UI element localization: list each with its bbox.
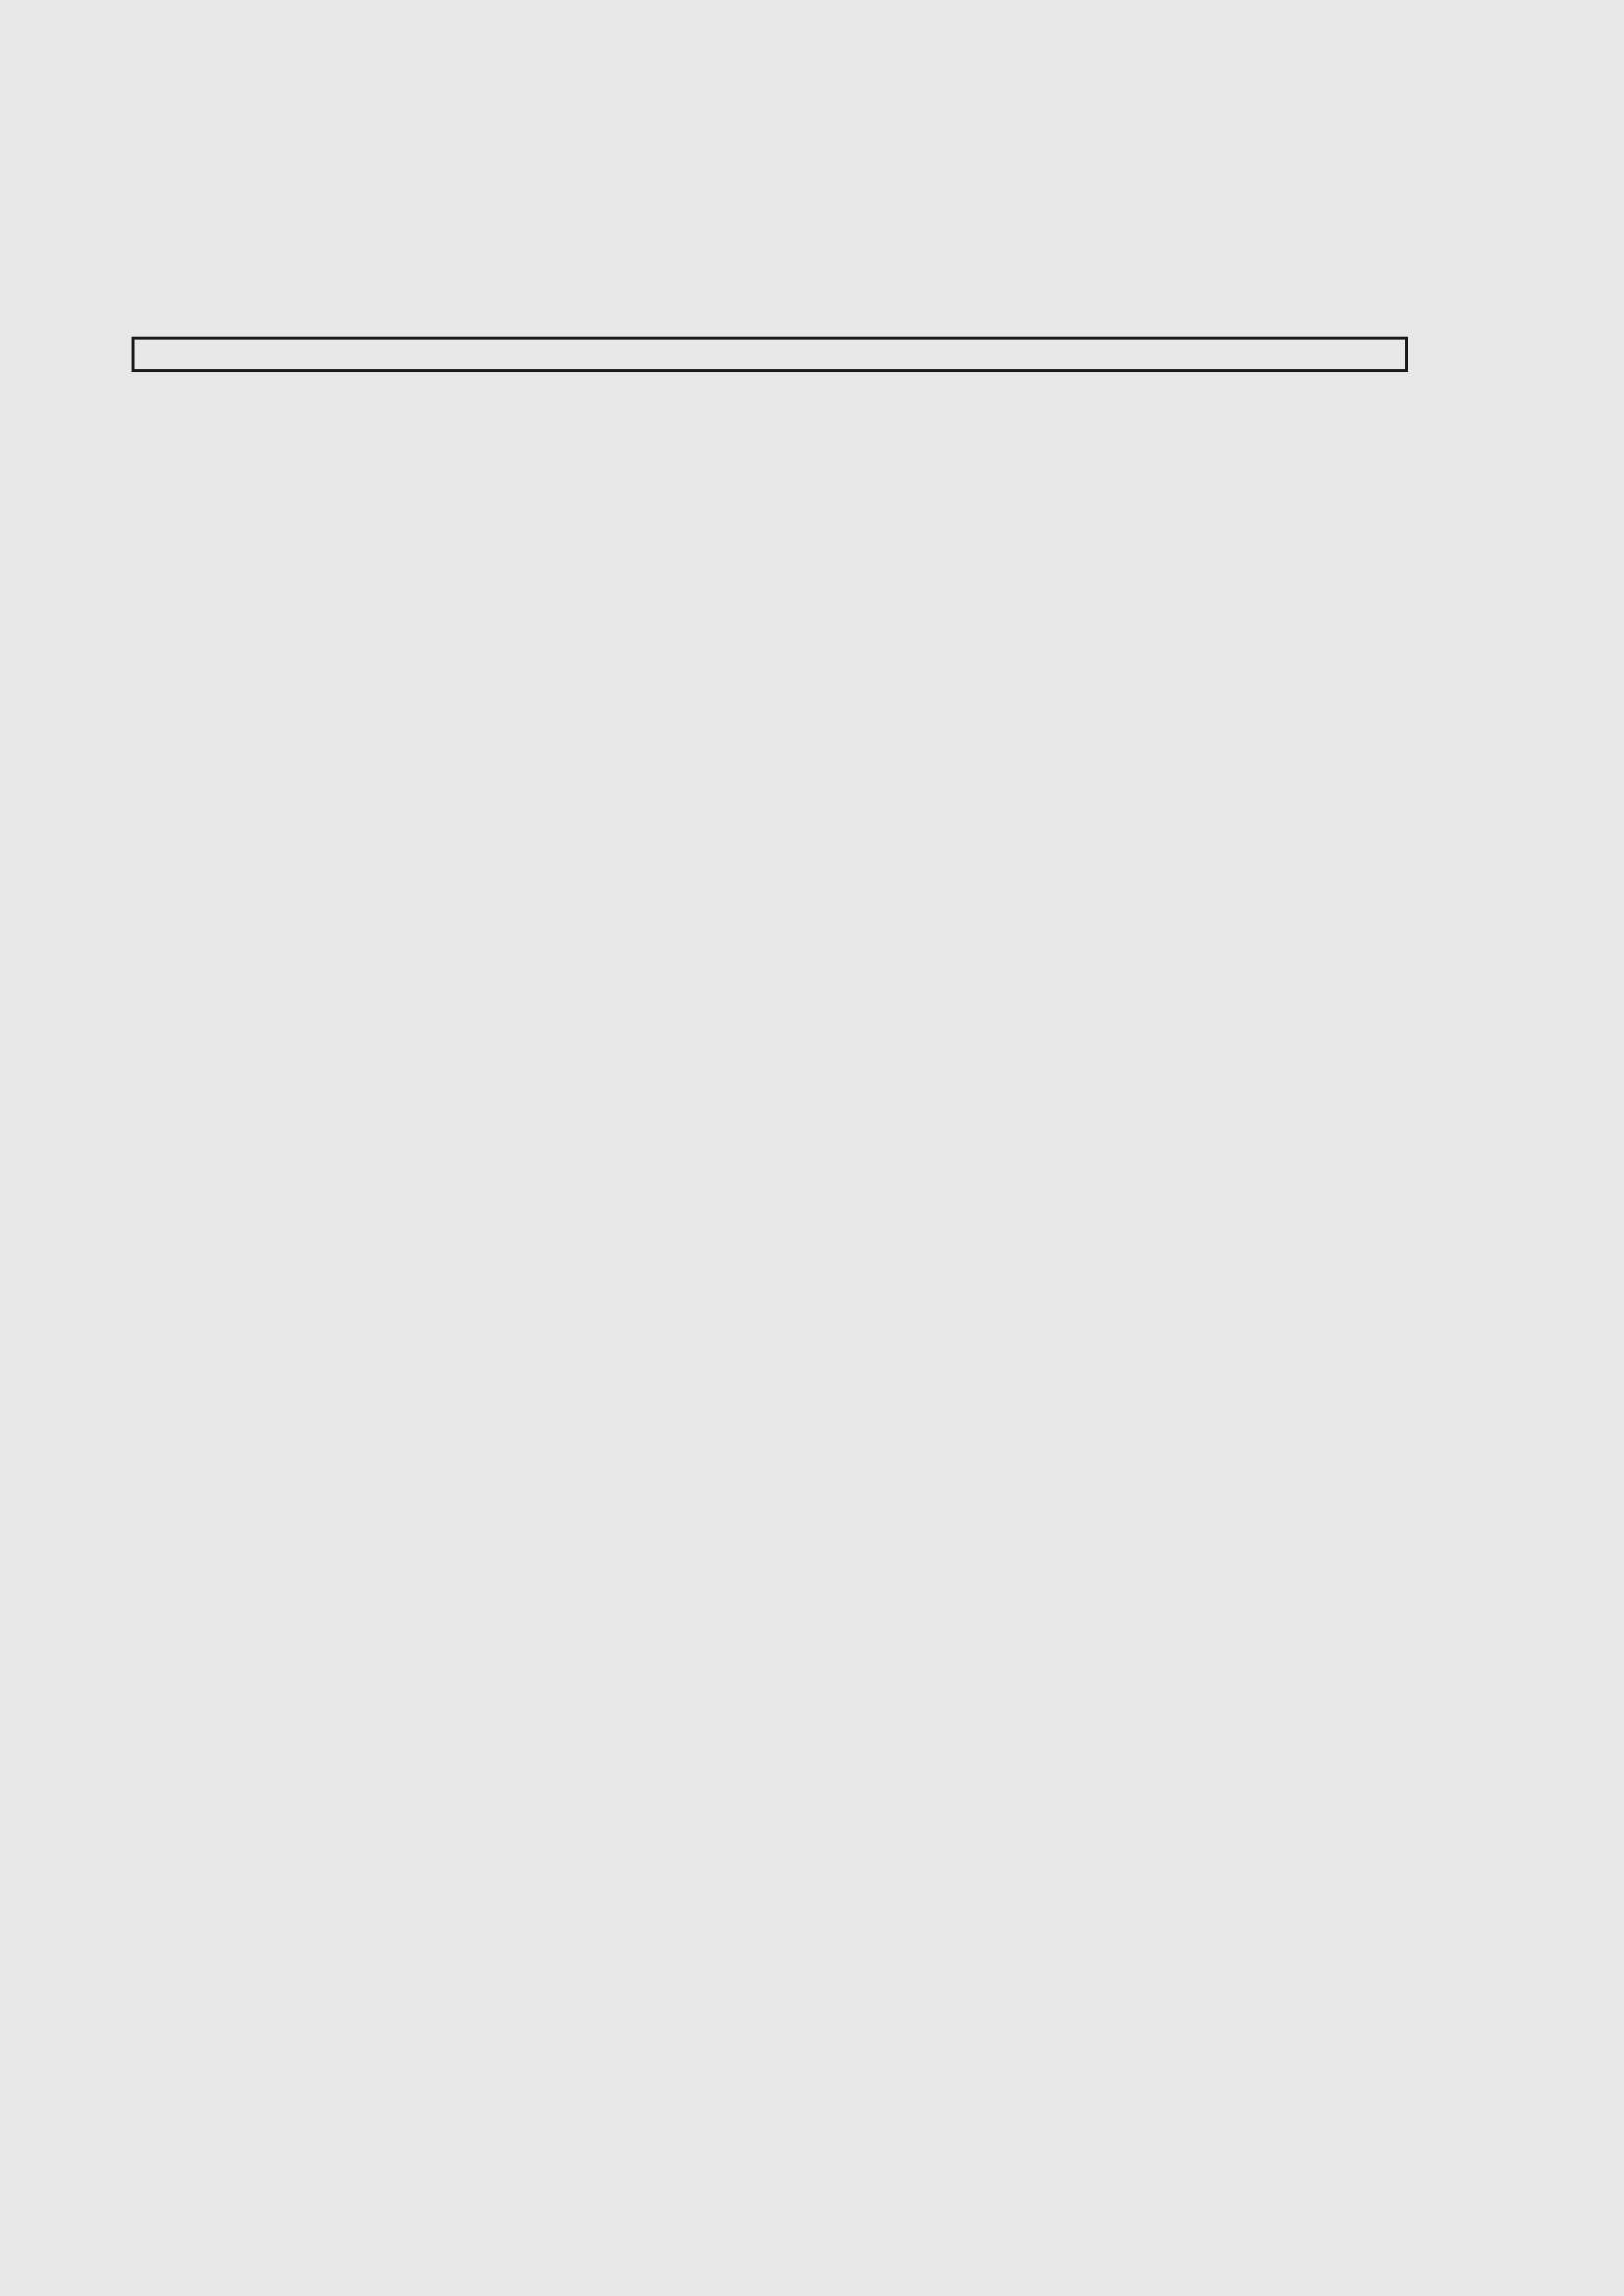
table-footnotes bbox=[132, 340, 1408, 372]
deviation-table-wrapper bbox=[132, 337, 1408, 372]
